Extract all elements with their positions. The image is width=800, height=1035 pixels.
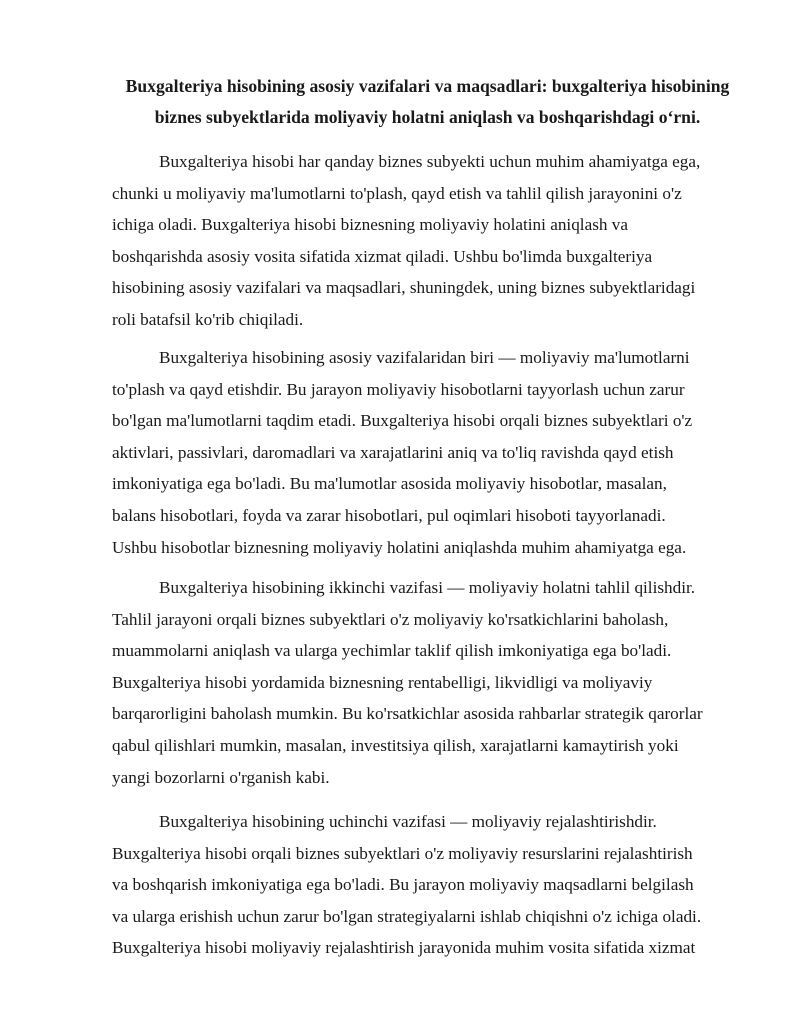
text-line: aktivlari, passivlari, daromadlari va xarajatlarini aniq va to'liq ravishda qayd etish	[112, 442, 674, 462]
text-line: ichiga oladi. Buxgalteriya hisobi biznesning moliyaviy holatini aniqlash va	[112, 215, 629, 235]
text-line: muammolarni aniqlash va ularga yechimlar taklif qilish imkoniyatiga ega bo'ladi.	[112, 641, 672, 661]
text-line: barqarorligini baholash mumkin. Bu ko'rsatkichlar asosida rahbarlar strategik qarorlar	[112, 704, 703, 724]
paragraph-1	[112, 146, 752, 336]
paragraph-3	[112, 572, 752, 793]
text-line: boshqarishda asosiy vosita sifatida xizmat qiladi. Ushbu bo'limda buxgalteriya	[112, 246, 653, 266]
text-line: qabul qilishlari mumkin, masalan, investitsiya qilish, xarajatlarni kamaytirish yoki	[112, 735, 679, 755]
text-line: roli batafsil ko'rib chiqiladi.	[112, 309, 304, 329]
title-line: Buxgalteriya hisobining asosiy vazifalari va maqsadlari: buxgalteriya hisobining	[125, 76, 730, 96]
text-line: Buxgalteriya hisobi moliyaviy rejalashtirish jarayonida muhim vosita sifatida xizmat	[112, 938, 696, 958]
text-line: Buxgalteriya hisobining ikkinchi vazifasi — moliyaviy holatni tahlil qilishdir.	[159, 578, 696, 597]
text-line: bo'lgan ma'lumotlarni taqdim etadi. Buxgalteriya hisobi orqali biznes subyektlari o'z	[112, 411, 693, 431]
text-line: Tahlil jarayoni orqali biznes subyektlari o'z moliyaviy ko'rsatkichlarini baholash,	[112, 609, 669, 629]
text-line: yangi bozorlarni o'rganish kabi.	[112, 767, 330, 787]
text-line: Buxgalteriya hisobi orqali biznes subyektlari o'z moliyaviy resurslarini rejalashtirish	[112, 843, 693, 863]
text-line: chunki u moliyaviy ma'lumotlarni to'plash, qayd etish va tahlil qilish jarayonini o'z	[112, 183, 682, 203]
text-line: to'plash va qayd etishdir. Bu jarayon moliyaviy hisobotlarni tayyorlash uchun zarur	[112, 379, 685, 399]
title-line: biznes subyektlarida moliyaviy holatni aniqlash va boshqarishdagi o‘rni.	[154, 107, 701, 127]
text-line: va ularga erishish uchun zarur bo'lgan strategiyalarni ishlab chiqishni o'z ichiga oladi.	[112, 906, 702, 926]
text-line: imkoniyatiga ega bo'ladi. Bu ma'lumotlar asosida moliyaviy hisobotlar, masalan,	[112, 474, 667, 494]
text-line: balans hisobotlari, foyda va zarar hisobotlari, pul oqimlari hisoboti tayyorlanadi.	[112, 505, 666, 525]
text-line: Buxgalteriya hisobi har qanday biznes subyekti uchun muhim ahamiyatga ega,	[159, 152, 701, 171]
text-line: Ushbu hisobotlar biznesning moliyaviy holatini aniqlashda muhim ahamiyatga ega.	[112, 537, 687, 557]
text-line: Buxgalteriya hisobining uchinchi vazifasi — moliyaviy rejalashtirishdir.	[159, 812, 657, 831]
text-line: Buxgalteriya hisobi yordamida biznesning rentabelligi, likvidligi va moliyaviy	[112, 672, 653, 692]
document-title	[100, 71, 755, 133]
text-line: va boshqarish imkoniyatiga ega bo'ladi. Bu jarayon moliyaviy maqsadlarni belgilash	[112, 875, 694, 895]
paragraph-2	[112, 342, 752, 563]
text-line: hisobining asosiy vazifalari va maqsadlari, shuningdek, uning biznes subyektlaridagi	[112, 278, 696, 298]
paragraph-4	[112, 806, 752, 964]
text-line: Buxgalteriya hisobining asosiy vazifalaridan biri — moliyaviy ma'lumotlarni	[159, 348, 690, 367]
